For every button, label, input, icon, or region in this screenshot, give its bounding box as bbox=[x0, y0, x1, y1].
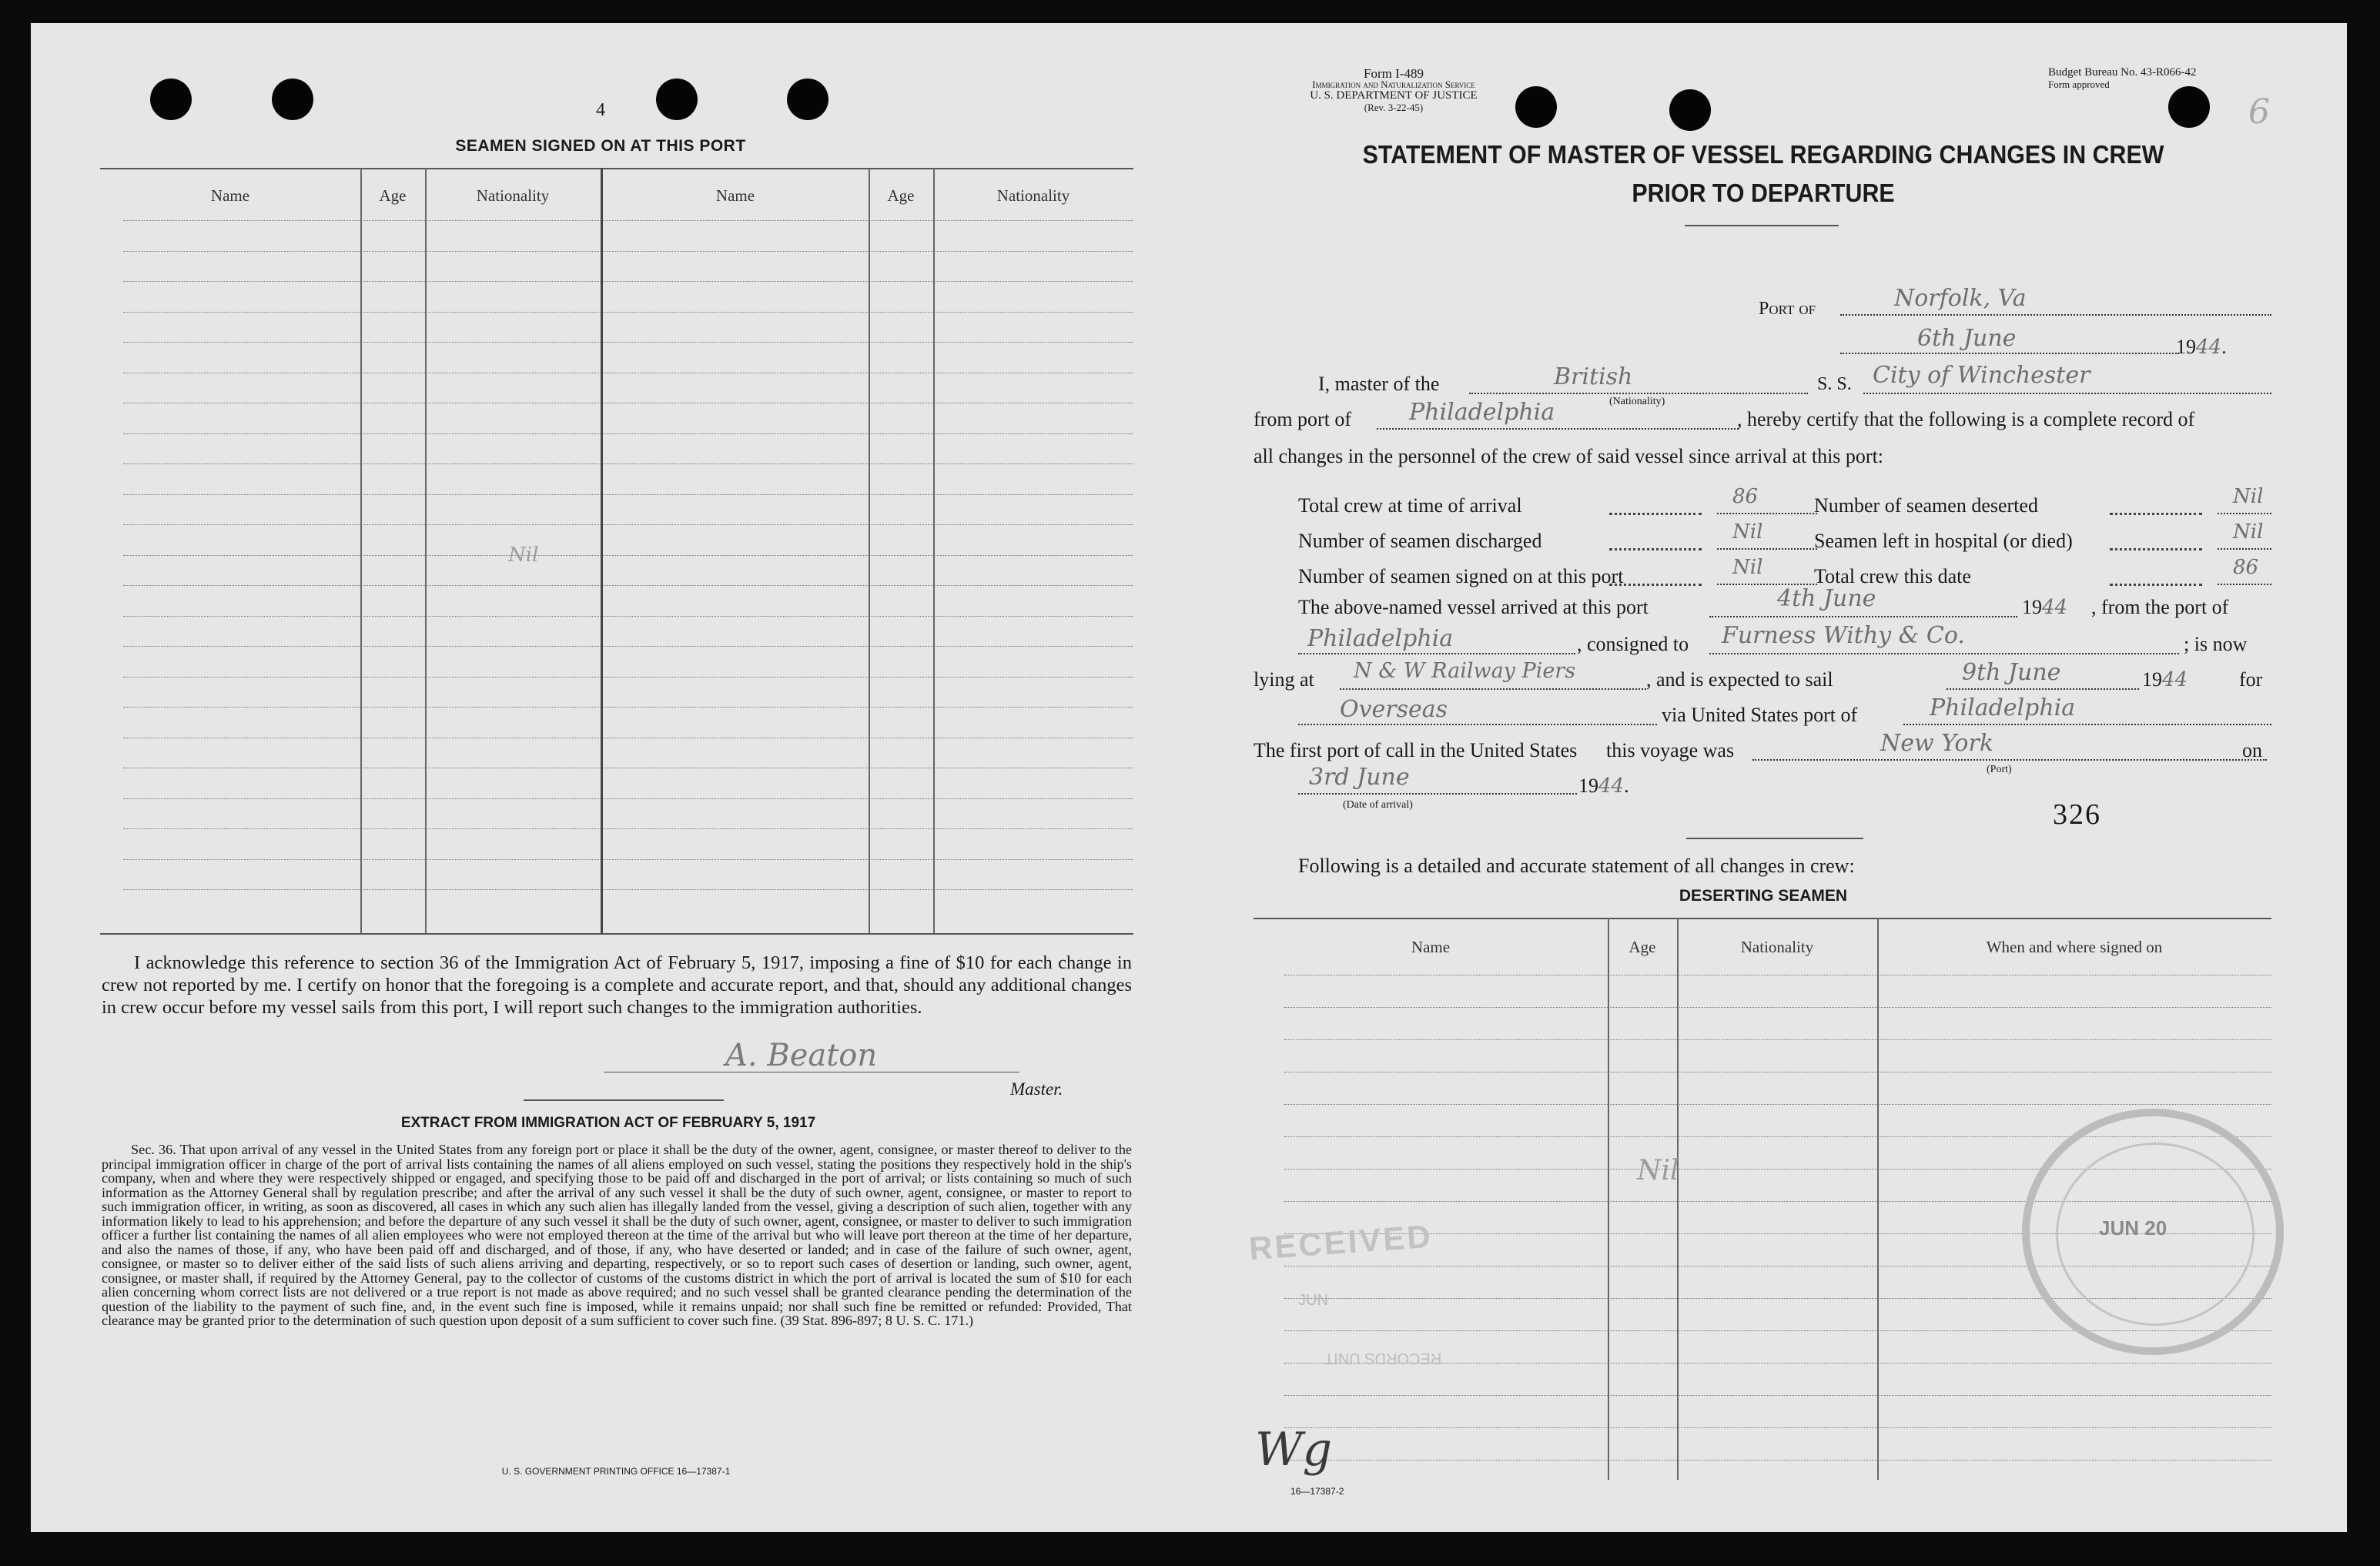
port-of-value: Norfolk, Va bbox=[1894, 285, 2027, 312]
col-header-signed-on: When and where signed on bbox=[1986, 938, 2163, 956]
from-port-value: Philadelphia bbox=[1409, 399, 1555, 426]
first-port-field bbox=[1752, 759, 2267, 761]
form-number: Form I-489 bbox=[1364, 66, 1424, 81]
punch-hole bbox=[656, 79, 698, 120]
table-row bbox=[123, 312, 1133, 313]
stat-value: Nil bbox=[1732, 556, 1763, 579]
stat-field bbox=[2218, 513, 2271, 514]
col-divider bbox=[601, 168, 603, 933]
first-year: 44 bbox=[1598, 775, 1625, 798]
circular-date-stamp bbox=[2022, 1109, 2284, 1355]
port-of-field bbox=[1840, 314, 2271, 316]
form-title-line1: STATEMENT OF MASTER OF VESSEL REGARDING CHANGES IN CREW bbox=[1362, 140, 2164, 169]
year-value: 44 bbox=[2196, 336, 2222, 359]
is-now-text: ; is now bbox=[2184, 633, 2248, 655]
stat-leader bbox=[2110, 548, 2202, 550]
destination: Overseas bbox=[1340, 696, 1448, 723]
table-row bbox=[123, 768, 1133, 769]
arrived-date: 4th June bbox=[1777, 585, 1876, 612]
arrived-year-prefix: 19 bbox=[2022, 596, 2042, 618]
col-header-name: Name bbox=[715, 186, 755, 205]
handwritten-initials: Wg bbox=[1255, 1423, 1333, 1477]
table-row bbox=[1284, 1460, 2271, 1461]
arrived-label: The above-named vessel arrived at this port bbox=[1298, 596, 1649, 618]
stat-leader bbox=[1609, 548, 1702, 550]
rule bbox=[1685, 225, 1839, 226]
table-row bbox=[1284, 975, 2271, 976]
master-of-label: I, master of the bbox=[1318, 373, 1440, 395]
master-signature: A. Beaton bbox=[725, 1038, 878, 1073]
lying-value: N & W Railway Piers bbox=[1354, 659, 1576, 683]
table-row bbox=[1284, 1104, 2271, 1106]
sail-year-label bbox=[2142, 668, 2188, 691]
first-date: 3rd June bbox=[1309, 764, 1410, 791]
consignee-field bbox=[1709, 653, 2179, 654]
first-port-label: The first port of call in the United States bbox=[1254, 739, 1578, 761]
stat-label: Number of seamen deserted bbox=[1814, 494, 2038, 517]
stat-label: Seamen left in hospital (or died) bbox=[1814, 530, 2073, 552]
stat-field bbox=[2218, 548, 2271, 550]
table-row bbox=[1284, 1395, 2271, 1397]
arrived-year: 44 bbox=[2042, 596, 2068, 619]
port-of-label bbox=[1759, 299, 1816, 320]
arrived-date-field bbox=[1709, 616, 2017, 617]
table-top-rule bbox=[100, 168, 1133, 169]
stat-label: Number of seamen signed on at this port bbox=[1298, 565, 1624, 587]
table-row bbox=[123, 616, 1133, 617]
following-text: Following is a detailed and accurate statement of all changes in crew: bbox=[1298, 855, 1855, 877]
table-row bbox=[123, 281, 1133, 283]
year-prefix: 19 bbox=[2176, 336, 2196, 358]
date-value: 6th June bbox=[1917, 325, 2017, 352]
table-row bbox=[123, 555, 1133, 557]
via-field bbox=[1903, 724, 2271, 725]
punch-hole bbox=[1669, 89, 1711, 131]
ship-name: City of Winchester bbox=[1873, 362, 2090, 389]
stat-value: 86 bbox=[2233, 556, 2259, 579]
punch-hole bbox=[150, 79, 192, 120]
sail-year: 44 bbox=[2162, 668, 2188, 691]
stat-leader bbox=[2110, 513, 2202, 515]
from-port-of-text: , from the port of bbox=[2091, 596, 2229, 618]
col-header-nationality: Nationality bbox=[1740, 938, 1814, 956]
table-row bbox=[123, 707, 1133, 708]
table-row bbox=[1284, 1072, 2271, 1073]
from-port-field bbox=[1377, 428, 1739, 430]
arrived-from-field bbox=[1298, 653, 1575, 654]
table-row bbox=[123, 494, 1133, 496]
ss-label: S. S. bbox=[1817, 374, 1852, 394]
stat-value: Nil bbox=[2233, 520, 2264, 544]
scanned-form-spread bbox=[31, 23, 2347, 1532]
jun-stamp: JUN bbox=[1298, 1292, 1328, 1309]
deserting-title: DESERTING SEAMEN bbox=[1679, 887, 1848, 905]
arrived-year-label bbox=[2022, 596, 2067, 619]
on-label: on bbox=[2242, 739, 2262, 761]
first-year-label: 1944. bbox=[1578, 775, 1629, 798]
records-unit-stamp: RECORDS UNIT bbox=[1324, 1350, 1442, 1367]
stat-label: Total crew at time of arrival bbox=[1298, 494, 1522, 517]
table-row bbox=[123, 585, 1133, 587]
expected-label: , and is expected to sail bbox=[1646, 668, 1833, 691]
handwritten-nil: Nil bbox=[508, 544, 539, 567]
for-label: for bbox=[2239, 668, 2263, 691]
stat-field bbox=[2218, 584, 2271, 585]
agency-line: U. S. DEPARTMENT OF JUSTICE bbox=[1310, 89, 1478, 102]
acknowledgement-text: I acknowledge this reference to section 36 of the Immigration Act of February 5, 1917, imposing a fine of $10 for each change in crew not reported by me. I certify on honor that the foregoing is a complete and accurate report, and that, should any additional changes in crew occur before my vessel sails from this port, I will report such changes to the immigration authorities. bbox=[102, 952, 1132, 1018]
table-row bbox=[123, 403, 1133, 404]
punch-hole bbox=[272, 79, 313, 120]
table-row bbox=[123, 738, 1133, 739]
table-row bbox=[123, 251, 1133, 253]
budget-bureau: Budget Bureau No. 43-R066-42 bbox=[2048, 66, 2197, 79]
printing-code: 16—17387-2 bbox=[1290, 1486, 1344, 1497]
table-row bbox=[123, 373, 1133, 374]
handwritten-nil: Nil bbox=[1637, 1155, 1679, 1186]
table-row bbox=[123, 463, 1133, 465]
sail-date: 9th June bbox=[1962, 659, 2061, 686]
arrived-from: Philadelphia bbox=[1307, 625, 1454, 652]
table-row bbox=[123, 220, 1133, 222]
form-title bbox=[1303, 136, 2224, 212]
stat-leader bbox=[1609, 584, 1702, 586]
table-row bbox=[123, 524, 1133, 526]
certify-text: , hereby certify that the following is a complete record of bbox=[1737, 408, 2195, 430]
col-header-nationality: Nationality bbox=[996, 186, 1070, 205]
voyage-was: this voyage was bbox=[1606, 739, 1735, 761]
date-caption: (Date of arrival) bbox=[1343, 799, 1413, 811]
sail-year-prefix: 19 bbox=[2142, 668, 2162, 691]
col-divider bbox=[933, 168, 935, 933]
table-row bbox=[1284, 1039, 2271, 1041]
col-divider bbox=[869, 168, 870, 933]
from-port-label: from port of bbox=[1254, 408, 1352, 430]
via-label: via United States port of bbox=[1662, 704, 1858, 726]
corner-mark: 6 bbox=[2248, 92, 2270, 132]
stat-value: 86 bbox=[1732, 485, 1759, 508]
circular-stamp-date: JUN 20 bbox=[2099, 1216, 2167, 1240]
first-port-value: New York bbox=[1880, 730, 1993, 757]
consigned-label: , consigned to bbox=[1577, 633, 1689, 655]
printing-office: U. S. GOVERNMENT PRINTING OFFICE 16—17387-1 bbox=[501, 1466, 731, 1477]
table-row bbox=[123, 889, 1133, 891]
stat-value: Nil bbox=[1732, 520, 1763, 544]
destination-field bbox=[1298, 724, 1657, 725]
col-header-age: Age bbox=[379, 186, 407, 205]
punch-hole bbox=[787, 79, 828, 120]
lying-field bbox=[1340, 688, 1646, 690]
form-approved: Form approved bbox=[2048, 79, 2110, 90]
date-field bbox=[1840, 353, 2179, 354]
section-title: SEAMEN SIGNED ON AT THIS PORT bbox=[455, 137, 746, 155]
ship-name-field bbox=[1863, 393, 2271, 394]
extract-title: EXTRACT FROM IMMIGRATION ACT OF FEBRUARY 5, 1917 bbox=[400, 1115, 816, 1131]
via-value: Philadelphia bbox=[1930, 694, 2076, 721]
table-row bbox=[123, 342, 1133, 343]
punch-hole bbox=[2168, 86, 2210, 128]
year-label: 1944. bbox=[2176, 336, 2227, 359]
table-row bbox=[123, 677, 1133, 678]
rule bbox=[1686, 838, 1863, 839]
stat-leader bbox=[2110, 584, 2202, 586]
col-header-nationality: Nationality bbox=[476, 186, 550, 205]
col-header-age: Age bbox=[1629, 938, 1656, 956]
table-row bbox=[1284, 1427, 2271, 1429]
sail-date-field bbox=[1947, 688, 2139, 690]
deserting-top-rule bbox=[1254, 918, 2271, 919]
table-row bbox=[1284, 1007, 2271, 1009]
port-caption: (Port) bbox=[1987, 764, 2012, 775]
table-row bbox=[123, 828, 1133, 830]
stat-label: Total crew this date bbox=[1814, 565, 1971, 587]
revision: (Rev. 3-22-45) bbox=[1364, 102, 1424, 113]
first-year-prefix: 19 bbox=[1578, 775, 1598, 797]
first-date-field bbox=[1298, 793, 1577, 795]
page-number: 4 bbox=[596, 100, 605, 120]
agency-line: Immigration and Naturalization Service bbox=[1312, 79, 1475, 90]
col-divider bbox=[425, 168, 427, 933]
col-header-name: Name bbox=[1411, 938, 1451, 956]
col-header-name: Name bbox=[210, 186, 250, 205]
stat-leader bbox=[1609, 513, 1702, 515]
table-row bbox=[123, 433, 1133, 435]
received-stamp: RECEIVED bbox=[1247, 1217, 1434, 1267]
changes-text: all changes in the personnel of the crew of said vessel since arrival at this port: bbox=[1254, 445, 1884, 467]
table-row bbox=[123, 859, 1133, 861]
form-title-line2: PRIOR TO DEPARTURE bbox=[1632, 179, 1895, 207]
master-label: Master. bbox=[1010, 1079, 1063, 1099]
extract-text: Sec. 36. That upon arrival of any vessel in the United States from any foreign port or place it shall be the duty of the owner, agent, consignee, or master thereof to deliver to the principal immigration officer in charge of the port of arrival lists containing the names of all aliens employed on such vessel, stating the positions they respectively hold in the ship's company, when and where they were respectively shipped or engaged, and specifying those to be paid off and discharged in the port of arrival; or lists containing so much of such information as the Attorney General shall by regulation prescribe; and after the arrival of any such vessel it shall be the duty of such owner, agent, consignee, or master to report to such immigration officer, in writing, as soon as discovered, all cases in which any such alien has illegally landed from the vessel, giving a description of such alien, together with any information likely to lead to his apprehension; and before the departure of any such vessel it shall be the duty of such owner, agent, consignee, or master to deliver to such immigration officer a further list containing the names of all alien employees who were not employed thereon at the time of the arrival but who will leave port thereon at the time of her departure, and also the names of those, if any, who have been paid off and discharged, and of those, if any, who have deserted or landed; and in case of the failure of such owner, agent, consignee, or master so to deliver either of the said lists of such aliens arriving and departing, respectively, or so to report such cases of desertion or landing, such owner, agent, consignee, or master shall, if required by the Attorney General, pay to the collector of customs of the customs district in which the port of arrival is located the sum of $10 for each alien concerning whom correct lists are not delivered or a true report is not made as above required; and no such vessel shall be granted clearance pending the determination of the question of the liability to the payment of such fine, and, in the event such fine is imposed, while it remains unpaid; nor shall such fine be remitted or refunded: Provided, That clearance may be granted prior to the determination of such question upon deposit of a sum sufficient to cover such fine. (39 Stat. 896-897; 8 U. S. C. 171.) bbox=[102, 1142, 1132, 1328]
stat-field bbox=[1717, 548, 1817, 550]
table-row bbox=[123, 646, 1133, 647]
nationality-caption: (Nationality) bbox=[1609, 396, 1665, 407]
table-bottom-rule bbox=[100, 933, 1133, 935]
nationality-field bbox=[1469, 393, 1808, 394]
lying-label: lying at bbox=[1254, 668, 1314, 691]
nationality-value: British bbox=[1554, 363, 1633, 390]
stamp-number: 326 bbox=[2053, 798, 2101, 831]
col-divider bbox=[360, 168, 362, 933]
stat-label: Number of seamen discharged bbox=[1298, 530, 1542, 552]
stat-field bbox=[1717, 513, 1817, 514]
consignee: Furness Withy & Co. bbox=[1722, 622, 1965, 649]
rule bbox=[524, 1099, 724, 1101]
col-header-age: Age bbox=[887, 186, 915, 205]
stat-value: Nil bbox=[2233, 485, 2264, 508]
port-of-text: Port of bbox=[1759, 299, 1816, 319]
table-row bbox=[123, 798, 1133, 800]
